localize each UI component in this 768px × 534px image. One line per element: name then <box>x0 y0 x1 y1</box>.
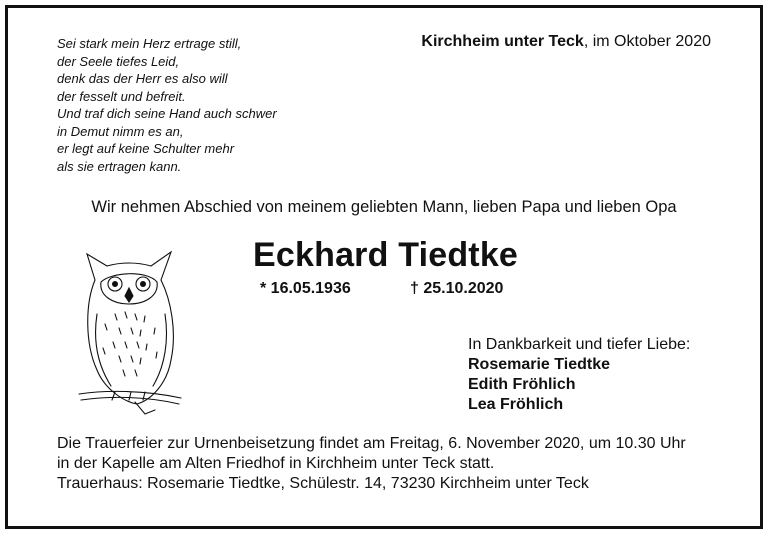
birth-date: * 16.05.1936 <box>260 280 351 297</box>
mourner-name: Rosemarie Tiedtke <box>468 356 610 373</box>
poem-line: Sei stark mein Herz ertrage still, <box>57 36 242 51</box>
deceased-name: Eckhard Tiedtke <box>253 236 519 274</box>
ceremony-line: Die Trauerfeier zur Urnenbeisetzung findet am Freitag, 6. November 2020, um 10.30 Uhr <box>57 435 686 452</box>
place-name: Kirchheim unter Teck <box>421 33 584 50</box>
poem <box>57 35 277 175</box>
place-date <box>421 33 711 51</box>
mourner-name: Lea Fröhlich <box>468 396 564 413</box>
mourner-name: Edith Fröhlich <box>468 376 576 393</box>
mourners-heading: In Dankbarkeit und tiefer Liebe: <box>468 336 691 353</box>
poem-line: denk das der Herr es also will <box>57 71 228 86</box>
poem-line: Und traf dich seine Hand auch schwer <box>57 106 277 121</box>
ceremony-line: Trauerhaus: Rosemarie Tiedtke, Schülestr. 14, 73230 Kirchheim unter Teck <box>57 475 589 492</box>
poem-line: der fesselt und befreit. <box>57 88 186 104</box>
ceremony-line: in der Kapelle am Alten Friedhof in Kirchheim unter Teck statt. <box>57 455 495 472</box>
poem-line: in Demut nimm es an, <box>57 123 184 139</box>
death-date: † 25.10.2020 <box>410 280 504 297</box>
owl-drawing-icon <box>75 244 185 416</box>
poem-line: er legt auf keine Schulter mehr <box>57 141 235 156</box>
farewell-intro: Wir nehmen Abschied von meinem geliebten Mann, lieben Papa und lieben Opa <box>91 198 677 216</box>
poem-line: als sie ertragen kann. <box>57 158 182 174</box>
poem-line: der Seele tiefes Leid, <box>57 53 180 69</box>
mourners-block <box>468 335 690 415</box>
ceremony-info <box>57 434 686 494</box>
date-text: , im Oktober 2020 <box>583 33 711 50</box>
